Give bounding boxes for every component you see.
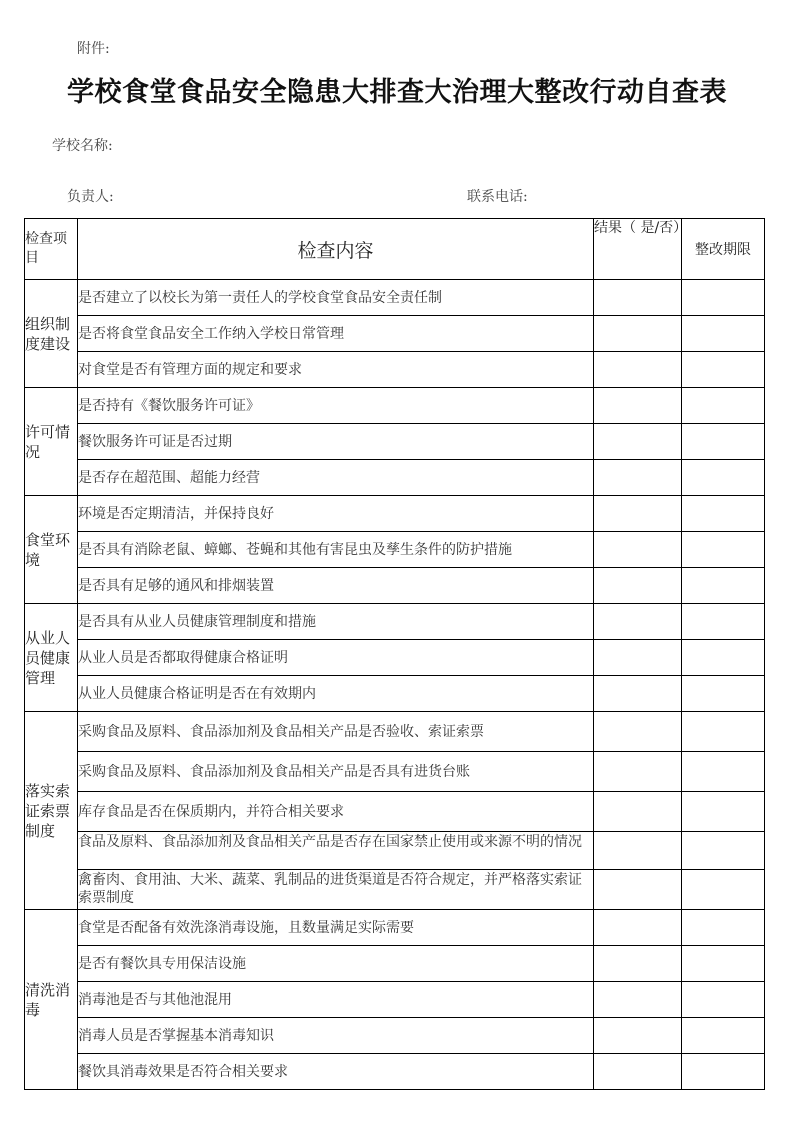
table-row (25, 316, 765, 352)
deadline-cell[interactable] (682, 316, 765, 352)
deadline-cell[interactable] (682, 870, 765, 910)
header-result: 结果（ 是/否） (594, 219, 682, 280)
result-cell[interactable] (594, 532, 682, 568)
category-cell: 食堂环境 (25, 496, 78, 604)
check-item: 消毒池是否与其他池混用 (78, 982, 594, 1018)
table-row (25, 910, 765, 946)
table-row (25, 832, 765, 870)
deadline-cell[interactable] (682, 946, 765, 982)
check-item: 餐饮具消毒效果是否符合相关要求 (78, 1054, 594, 1090)
result-cell[interactable] (594, 1018, 682, 1054)
table-row (25, 792, 765, 832)
result-cell[interactable] (594, 870, 682, 910)
attachment-label: 附件: (77, 41, 110, 57)
table-row (25, 532, 765, 568)
result-cell[interactable] (594, 460, 682, 496)
person-in-charge-label: 负责人: (67, 189, 114, 205)
table-row (25, 1018, 765, 1054)
check-item: 禽畜肉、食用油、大米、蔬菜、乳制品的进货渠道是否符合规定，并严格落实索证索票制度 (78, 870, 594, 910)
check-item: 采购食品及原料、食品添加剂及食品相关产品是否验收、索证索票 (78, 712, 594, 752)
result-cell[interactable] (594, 280, 682, 316)
deadline-cell[interactable] (682, 388, 765, 424)
category-cell: 从业人员健康管理 (25, 604, 78, 712)
result-cell[interactable] (594, 496, 682, 532)
deadline-cell[interactable] (682, 982, 765, 1018)
inspection-table (24, 218, 765, 1090)
header-deadline: 整改期限 (682, 219, 765, 280)
deadline-cell[interactable] (682, 676, 765, 712)
deadline-cell[interactable] (682, 792, 765, 832)
result-cell[interactable] (594, 388, 682, 424)
table-row (25, 460, 765, 496)
table-row (25, 352, 765, 388)
deadline-cell[interactable] (682, 604, 765, 640)
deadline-cell[interactable] (682, 1018, 765, 1054)
table-row (25, 568, 765, 604)
header-item: 检查项目 (25, 219, 78, 280)
deadline-cell[interactable] (682, 568, 765, 604)
table-row (25, 496, 765, 532)
check-item: 是否将食堂食品安全工作纳入学校日常管理 (78, 316, 594, 352)
result-cell[interactable] (594, 352, 682, 388)
check-item: 环境是否定期清洁，并保持良好 (78, 496, 594, 532)
check-item: 是否持有《餐饮服务许可证》 (78, 388, 594, 424)
check-item: 是否建立了以校长为第一责任人的学校食堂食品安全责任制 (78, 280, 594, 316)
check-item: 采购食品及原料、食品添加剂及食品相关产品是否具有进货台账 (78, 752, 594, 792)
result-cell[interactable] (594, 568, 682, 604)
result-cell[interactable] (594, 676, 682, 712)
result-cell[interactable] (594, 982, 682, 1018)
deadline-cell[interactable] (682, 424, 765, 460)
deadline-cell[interactable] (682, 752, 765, 792)
deadline-cell[interactable] (682, 832, 765, 870)
table-header-row (25, 219, 765, 280)
check-item: 是否具有从业人员健康管理制度和措施 (78, 604, 594, 640)
table-row (25, 604, 765, 640)
table-row (25, 280, 765, 316)
page-title: 学校食堂食品安全隐患大排查大治理大整改行动自查表 (67, 77, 727, 108)
check-item: 对食堂是否有管理方面的规定和要求 (78, 352, 594, 388)
table-row (25, 676, 765, 712)
table-row (25, 1054, 765, 1090)
category-cell: 落实索证索票制度 (25, 712, 78, 910)
deadline-cell[interactable] (682, 496, 765, 532)
check-item: 食品及原料、食品添加剂及食品相关产品是否存在国家禁止使用或来源不明的情况 (78, 832, 594, 870)
result-cell[interactable] (594, 910, 682, 946)
check-item: 从业人员健康合格证明是否在有效期内 (78, 676, 594, 712)
check-item: 餐饮服务许可证是否过期 (78, 424, 594, 460)
category-cell: 清洗消毒 (25, 910, 78, 1090)
result-cell[interactable] (594, 604, 682, 640)
result-cell[interactable] (594, 712, 682, 752)
school-name-label: 学校名称: (52, 138, 113, 154)
contact-phone-label: 联系电话: (467, 189, 528, 205)
category-cell: 许可情况 (25, 388, 78, 496)
table-row (25, 712, 765, 752)
deadline-cell[interactable] (682, 460, 765, 496)
deadline-cell[interactable] (682, 532, 765, 568)
check-item: 库存食品是否在保质期内，并符合相关要求 (78, 792, 594, 832)
check-item: 是否存在超范围、超能力经营 (78, 460, 594, 496)
result-cell[interactable] (594, 640, 682, 676)
check-item: 是否有餐饮具专用保洁设施 (78, 946, 594, 982)
check-item: 是否具有消除老鼠、蟑螂、苍蝇和其他有害昆虫及孳生条件的防护措施 (78, 532, 594, 568)
deadline-cell[interactable] (682, 280, 765, 316)
deadline-cell[interactable] (682, 352, 765, 388)
check-item: 是否具有足够的通风和排烟装置 (78, 568, 594, 604)
category-cell: 组织制度建设 (25, 280, 78, 388)
check-item: 从业人员是否都取得健康合格证明 (78, 640, 594, 676)
table-row (25, 946, 765, 982)
check-item: 食堂是否配备有效洗涤消毒设施，且数量满足实际需要 (78, 910, 594, 946)
table-row (25, 424, 765, 460)
table-row (25, 870, 765, 910)
deadline-cell[interactable] (682, 1054, 765, 1090)
result-cell[interactable] (594, 424, 682, 460)
result-cell[interactable] (594, 946, 682, 982)
deadline-cell[interactable] (682, 712, 765, 752)
result-cell[interactable] (594, 1054, 682, 1090)
table-row (25, 640, 765, 676)
header-content: 检查内容 (78, 219, 594, 280)
table-row (25, 982, 765, 1018)
table-row (25, 752, 765, 792)
result-cell[interactable] (594, 316, 682, 352)
deadline-cell[interactable] (682, 910, 765, 946)
result-cell[interactable] (594, 832, 682, 870)
result-cell[interactable] (594, 792, 682, 832)
table-row (25, 388, 765, 424)
check-item: 消毒人员是否掌握基本消毒知识 (78, 1018, 594, 1054)
result-cell[interactable] (594, 752, 682, 792)
deadline-cell[interactable] (682, 640, 765, 676)
